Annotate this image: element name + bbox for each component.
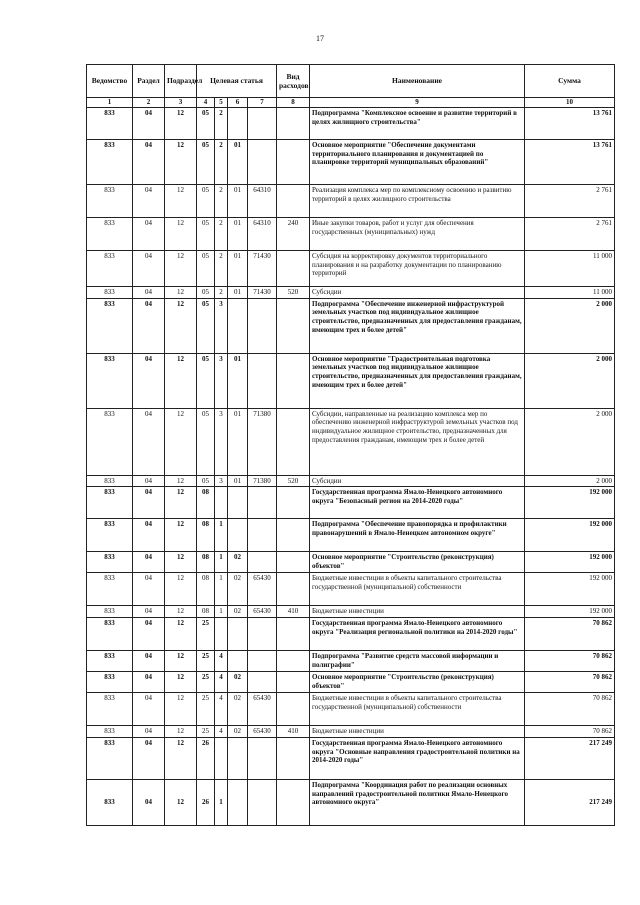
target-direction-cell: [248, 651, 277, 672]
expense-type-cell: [277, 693, 310, 726]
target-direction-cell: [248, 519, 277, 552]
table-row: [87, 552, 615, 573]
target-direction-cell: 71380: [248, 408, 277, 475]
column-number-row: [87, 98, 615, 108]
dept-cell: 833: [87, 139, 133, 184]
header-name: Наименование: [310, 65, 525, 98]
section-cell: 04: [133, 217, 165, 250]
section-cell: 04: [133, 353, 165, 408]
target-activity-cell: [228, 487, 248, 519]
section-cell: 04: [133, 298, 165, 353]
expense-type-cell: [277, 737, 310, 779]
target-subprogram-cell: 4: [215, 693, 228, 726]
target-direction-cell: [248, 779, 277, 825]
target-direction-cell: 71380: [248, 475, 277, 487]
amount-cell: 2 761: [525, 217, 615, 250]
dept-cell: 833: [87, 353, 133, 408]
expense-type-cell: [277, 779, 310, 825]
target-program-cell: 25: [197, 693, 215, 726]
expense-type-cell: 410: [277, 726, 310, 738]
table-row: [87, 779, 615, 825]
expense-type-cell: 410: [277, 606, 310, 618]
target-program-cell: 05: [197, 475, 215, 487]
expense-type-cell: [277, 298, 310, 353]
subsection-cell: 12: [165, 217, 197, 250]
table-row: [87, 217, 615, 250]
table-row: [87, 298, 615, 353]
amount-cell: 2 000: [525, 298, 615, 353]
header-target-article: Целевая статья: [197, 65, 277, 98]
name-cell: Подпрограмма "Обеспечение инженерной инфраструктурой земельных участков под индивидуальное жилищное строительство, предназначенных для предоставления гражданам, имеющим трех и более детей": [310, 298, 525, 353]
dept-cell: 833: [87, 217, 133, 250]
target-direction-cell: 65430: [248, 693, 277, 726]
subsection-cell: 12: [165, 286, 197, 298]
amount-cell: 192 000: [525, 519, 615, 552]
amount-cell: 2 761: [525, 184, 615, 217]
target-activity-cell: [228, 737, 248, 779]
table-row: [87, 353, 615, 408]
target-program-cell: 05: [197, 217, 215, 250]
name-cell: Субсидии: [310, 286, 525, 298]
name-cell: Основное мероприятие "Строительство (реконструкция) объектов": [310, 552, 525, 573]
target-subprogram-cell: 2: [215, 217, 228, 250]
target-activity-cell: [228, 779, 248, 825]
amount-cell: 217 249: [525, 737, 615, 779]
amount-cell: 13 761: [525, 107, 615, 139]
expense-type-cell: 240: [277, 217, 310, 250]
column-number: 2: [133, 98, 165, 108]
target-program-cell: 05: [197, 298, 215, 353]
target-activity-cell: [228, 519, 248, 552]
column-number: 8: [277, 98, 310, 108]
subsection-cell: 12: [165, 726, 197, 738]
subsection-cell: 12: [165, 693, 197, 726]
target-program-cell: 05: [197, 286, 215, 298]
name-cell: Субсидии, направленные на реализацию комплекса мер по обеспечению инженерной инфраструктурой земельных участков под индивидуальное жилищное строительство, предназначенных для предоставления гражданам, имеющим трех и более детей: [310, 408, 525, 475]
amount-cell: 192 000: [525, 487, 615, 519]
target-direction-cell: [248, 139, 277, 184]
target-activity-cell: 02: [228, 693, 248, 726]
header-department: Ведомство: [87, 65, 133, 98]
target-program-cell: 05: [197, 408, 215, 475]
dept-cell: 833: [87, 618, 133, 651]
subsection-cell: 12: [165, 475, 197, 487]
expense-type-cell: [277, 487, 310, 519]
header-section: Раздел: [133, 65, 165, 98]
expense-type-cell: [277, 552, 310, 573]
column-number: 3: [165, 98, 197, 108]
target-activity-cell: 01: [228, 475, 248, 487]
target-activity-cell: [228, 107, 248, 139]
target-subprogram-cell: 2: [215, 286, 228, 298]
dept-cell: 833: [87, 184, 133, 217]
table-row: [87, 606, 615, 618]
table-row: [87, 726, 615, 738]
target-direction-cell: [248, 737, 277, 779]
name-cell: Основное мероприятие "Строительство (реконструкция) объектов": [310, 672, 525, 693]
table-row: [87, 184, 615, 217]
subsection-cell: 12: [165, 779, 197, 825]
section-cell: 04: [133, 606, 165, 618]
section-cell: 04: [133, 618, 165, 651]
subsection-cell: 12: [165, 250, 197, 286]
section-cell: 04: [133, 726, 165, 738]
target-activity-cell: 01: [228, 250, 248, 286]
expense-type-cell: [277, 139, 310, 184]
amount-cell: 70 862: [525, 726, 615, 738]
section-cell: 04: [133, 250, 165, 286]
target-program-cell: 26: [197, 779, 215, 825]
section-cell: 04: [133, 573, 165, 606]
section-cell: 04: [133, 408, 165, 475]
amount-cell: 2 000: [525, 353, 615, 408]
target-program-cell: 08: [197, 573, 215, 606]
column-number: 1: [87, 98, 133, 108]
dept-cell: 833: [87, 606, 133, 618]
target-subprogram-cell: [215, 487, 228, 519]
target-program-cell: 05: [197, 184, 215, 217]
column-number: 10: [525, 98, 615, 108]
name-cell: Основное мероприятие "Градостроительная подготовка земельных участков под индивидуальное жилищное строительство, предназначенных для предоставления гражданам, имеющим трех и более детей": [310, 353, 525, 408]
expense-type-cell: [277, 618, 310, 651]
target-direction-cell: [248, 618, 277, 651]
subsection-cell: 12: [165, 651, 197, 672]
table-row: [87, 651, 615, 672]
table-row: [87, 618, 615, 651]
section-cell: 04: [133, 651, 165, 672]
table-row: [87, 286, 615, 298]
name-cell: Субсидия на корректировку документов территориального планирования и на разработку документации по планированию территорий: [310, 250, 525, 286]
target-subprogram-cell: 4: [215, 672, 228, 693]
target-program-cell: 25: [197, 618, 215, 651]
dept-cell: 833: [87, 651, 133, 672]
column-number: 6: [228, 98, 248, 108]
name-cell: Иные закупки товаров, работ и услуг для обеспечения государственных (муниципальных) нужд: [310, 217, 525, 250]
amount-cell: 2 000: [525, 408, 615, 475]
target-subprogram-cell: 2: [215, 107, 228, 139]
target-activity-cell: [228, 651, 248, 672]
target-subprogram-cell: 1: [215, 779, 228, 825]
subsection-cell: 12: [165, 408, 197, 475]
subsection-cell: 12: [165, 298, 197, 353]
amount-cell: 70 862: [525, 651, 615, 672]
name-cell: Подпрограмма "Комплексное освоение и развитие территорий в целях жилищного строительства": [310, 107, 525, 139]
target-activity-cell: 02: [228, 672, 248, 693]
name-cell: Подпрограмма "Развитие средств массовой информации и полиграфии": [310, 651, 525, 672]
subsection-cell: 12: [165, 107, 197, 139]
target-subprogram-cell: 4: [215, 651, 228, 672]
subsection-cell: 12: [165, 139, 197, 184]
target-subprogram-cell: 2: [215, 139, 228, 184]
table-row: [87, 408, 615, 475]
target-subprogram-cell: 3: [215, 298, 228, 353]
subsection-cell: 12: [165, 353, 197, 408]
expense-type-cell: 520: [277, 286, 310, 298]
name-cell: Субсидии: [310, 475, 525, 487]
table-row: [87, 107, 615, 139]
subsection-cell: 12: [165, 573, 197, 606]
dept-cell: 833: [87, 408, 133, 475]
dept-cell: 833: [87, 726, 133, 738]
section-cell: 04: [133, 672, 165, 693]
target-program-cell: 25: [197, 672, 215, 693]
section-cell: 04: [133, 693, 165, 726]
budget-table: [86, 64, 615, 826]
amount-cell: 192 000: [525, 573, 615, 606]
target-activity-cell: [228, 618, 248, 651]
target-subprogram-cell: 2: [215, 184, 228, 217]
subsection-cell: 12: [165, 487, 197, 519]
column-number: 4: [197, 98, 215, 108]
table-row: [87, 573, 615, 606]
target-direction-cell: 64310: [248, 184, 277, 217]
target-activity-cell: 02: [228, 606, 248, 618]
dept-cell: 833: [87, 250, 133, 286]
section-cell: 04: [133, 779, 165, 825]
table-row: [87, 737, 615, 779]
amount-cell: 70 862: [525, 618, 615, 651]
dept-cell: 833: [87, 475, 133, 487]
section-cell: 04: [133, 184, 165, 217]
target-activity-cell: 01: [228, 217, 248, 250]
target-program-cell: 08: [197, 487, 215, 519]
target-program-cell: 25: [197, 726, 215, 738]
section-cell: 04: [133, 139, 165, 184]
subsection-cell: 12: [165, 606, 197, 618]
target-direction-cell: [248, 487, 277, 519]
expense-type-cell: [277, 573, 310, 606]
target-activity-cell: 02: [228, 726, 248, 738]
column-number: 5: [215, 98, 228, 108]
target-subprogram-cell: 3: [215, 408, 228, 475]
table-row: [87, 475, 615, 487]
target-activity-cell: 01: [228, 184, 248, 217]
name-cell: Реализация комплекса мер по комплексному освоению и развитию территорий в целях жилищного строительства: [310, 184, 525, 217]
expense-type-cell: [277, 519, 310, 552]
target-direction-cell: [248, 298, 277, 353]
target-direction-cell: 65430: [248, 726, 277, 738]
dept-cell: 833: [87, 672, 133, 693]
expense-type-cell: [277, 250, 310, 286]
name-cell: Государственная программа Ямало-Ненецкого автономного округа "Основные направления градостроительной политики на 2014-2020 годы": [310, 737, 525, 779]
expense-type-cell: [277, 107, 310, 139]
amount-cell: 11 000: [525, 250, 615, 286]
dept-cell: 833: [87, 298, 133, 353]
target-activity-cell: 01: [228, 139, 248, 184]
amount-cell: 13 761: [525, 139, 615, 184]
dept-cell: 833: [87, 693, 133, 726]
expense-type-cell: [277, 651, 310, 672]
target-subprogram-cell: 4: [215, 726, 228, 738]
section-cell: 04: [133, 519, 165, 552]
target-subprogram-cell: 1: [215, 519, 228, 552]
subsection-cell: 12: [165, 618, 197, 651]
expense-type-cell: [277, 353, 310, 408]
target-activity-cell: 01: [228, 286, 248, 298]
target-direction-cell: 64310: [248, 217, 277, 250]
target-program-cell: 05: [197, 107, 215, 139]
amount-cell: 2 000: [525, 475, 615, 487]
target-activity-cell: 01: [228, 353, 248, 408]
subsection-cell: 12: [165, 519, 197, 552]
amount-cell: 70 862: [525, 693, 615, 726]
target-direction-cell: [248, 552, 277, 573]
target-program-cell: 08: [197, 606, 215, 618]
target-direction-cell: [248, 107, 277, 139]
subsection-cell: 12: [165, 737, 197, 779]
table-row: [87, 250, 615, 286]
name-cell: Бюджетные инвестиции: [310, 606, 525, 618]
header-expense-type: Вид расходов: [277, 65, 310, 98]
subsection-cell: 12: [165, 672, 197, 693]
target-subprogram-cell: 1: [215, 606, 228, 618]
target-program-cell: 08: [197, 519, 215, 552]
name-cell: Подпрограмма "Обеспечение правопорядка и профилактики правонарушений в Ямало-Ненецком автономном округе": [310, 519, 525, 552]
target-subprogram-cell: 1: [215, 552, 228, 573]
subsection-cell: 12: [165, 552, 197, 573]
target-direction-cell: 65430: [248, 573, 277, 606]
dept-cell: 833: [87, 286, 133, 298]
header-row: [87, 65, 615, 98]
column-number: 7: [248, 98, 277, 108]
dept-cell: 833: [87, 737, 133, 779]
amount-cell: 70 862: [525, 672, 615, 693]
name-cell: Государственная программа Ямало-Ненецкого автономного округа "Безопасный регион на 2014-2020 годы": [310, 487, 525, 519]
section-cell: 04: [133, 475, 165, 487]
name-cell: Бюджетные инвестиции: [310, 726, 525, 738]
target-program-cell: 08: [197, 552, 215, 573]
section-cell: 04: [133, 286, 165, 298]
target-subprogram-cell: 3: [215, 475, 228, 487]
expense-type-cell: [277, 184, 310, 217]
target-direction-cell: 65430: [248, 606, 277, 618]
name-cell: Государственная программа Ямало-Ненецкого автономного округа "Реализация региональной политики на 2014-2020 годы": [310, 618, 525, 651]
target-activity-cell: 02: [228, 573, 248, 606]
target-activity-cell: [228, 298, 248, 353]
header-subsection: Подраздел: [165, 65, 197, 98]
amount-cell: 192 000: [525, 606, 615, 618]
dept-cell: 833: [87, 552, 133, 573]
target-program-cell: 26: [197, 737, 215, 779]
target-program-cell: 25: [197, 651, 215, 672]
dept-cell: 833: [87, 107, 133, 139]
target-subprogram-cell: 3: [215, 353, 228, 408]
name-cell: Основное мероприятие "Обеспечение документами территориального планирования и документацией по планировке территорий муниципальных образований": [310, 139, 525, 184]
dept-cell: 833: [87, 519, 133, 552]
target-subprogram-cell: [215, 737, 228, 779]
expense-type-cell: [277, 408, 310, 475]
section-cell: 04: [133, 552, 165, 573]
dept-cell: 833: [87, 487, 133, 519]
target-activity-cell: 02: [228, 552, 248, 573]
target-program-cell: 05: [197, 139, 215, 184]
target-direction-cell: [248, 672, 277, 693]
name-cell: Подпрограмма "Координация работ по реализации основных направлений градостроительной политики Ямало-Ненецкого автономного округа": [310, 779, 525, 825]
section-cell: 04: [133, 737, 165, 779]
target-activity-cell: 01: [228, 408, 248, 475]
table-row: [87, 672, 615, 693]
dept-cell: 833: [87, 779, 133, 825]
section-cell: 04: [133, 487, 165, 519]
table-row: [87, 693, 615, 726]
target-subprogram-cell: [215, 618, 228, 651]
table-row: [87, 139, 615, 184]
name-cell: Бюджетные инвестиции в объекты капитального строительства государственной (муниципальной) собственности: [310, 693, 525, 726]
target-direction-cell: 71430: [248, 250, 277, 286]
target-program-cell: 05: [197, 250, 215, 286]
page-number: 17: [316, 34, 324, 43]
column-number: 9: [310, 98, 525, 108]
subsection-cell: 12: [165, 184, 197, 217]
target-subprogram-cell: 2: [215, 250, 228, 286]
expense-type-cell: [277, 672, 310, 693]
dept-cell: 833: [87, 573, 133, 606]
table-body: [87, 107, 615, 825]
target-direction-cell: 71430: [248, 286, 277, 298]
amount-cell: 192 000: [525, 552, 615, 573]
expense-type-cell: 520: [277, 475, 310, 487]
header-amount: Сумма: [525, 65, 615, 98]
amount-cell: 11 000: [525, 286, 615, 298]
target-direction-cell: [248, 353, 277, 408]
amount-cell: 217 249: [525, 779, 615, 825]
target-subprogram-cell: 1: [215, 573, 228, 606]
name-cell: Бюджетные инвестиции в объекты капитального строительства государственной (муниципальной) собственности: [310, 573, 525, 606]
table-row: [87, 519, 615, 552]
section-cell: 04: [133, 107, 165, 139]
table-row: [87, 487, 615, 519]
target-program-cell: 05: [197, 353, 215, 408]
